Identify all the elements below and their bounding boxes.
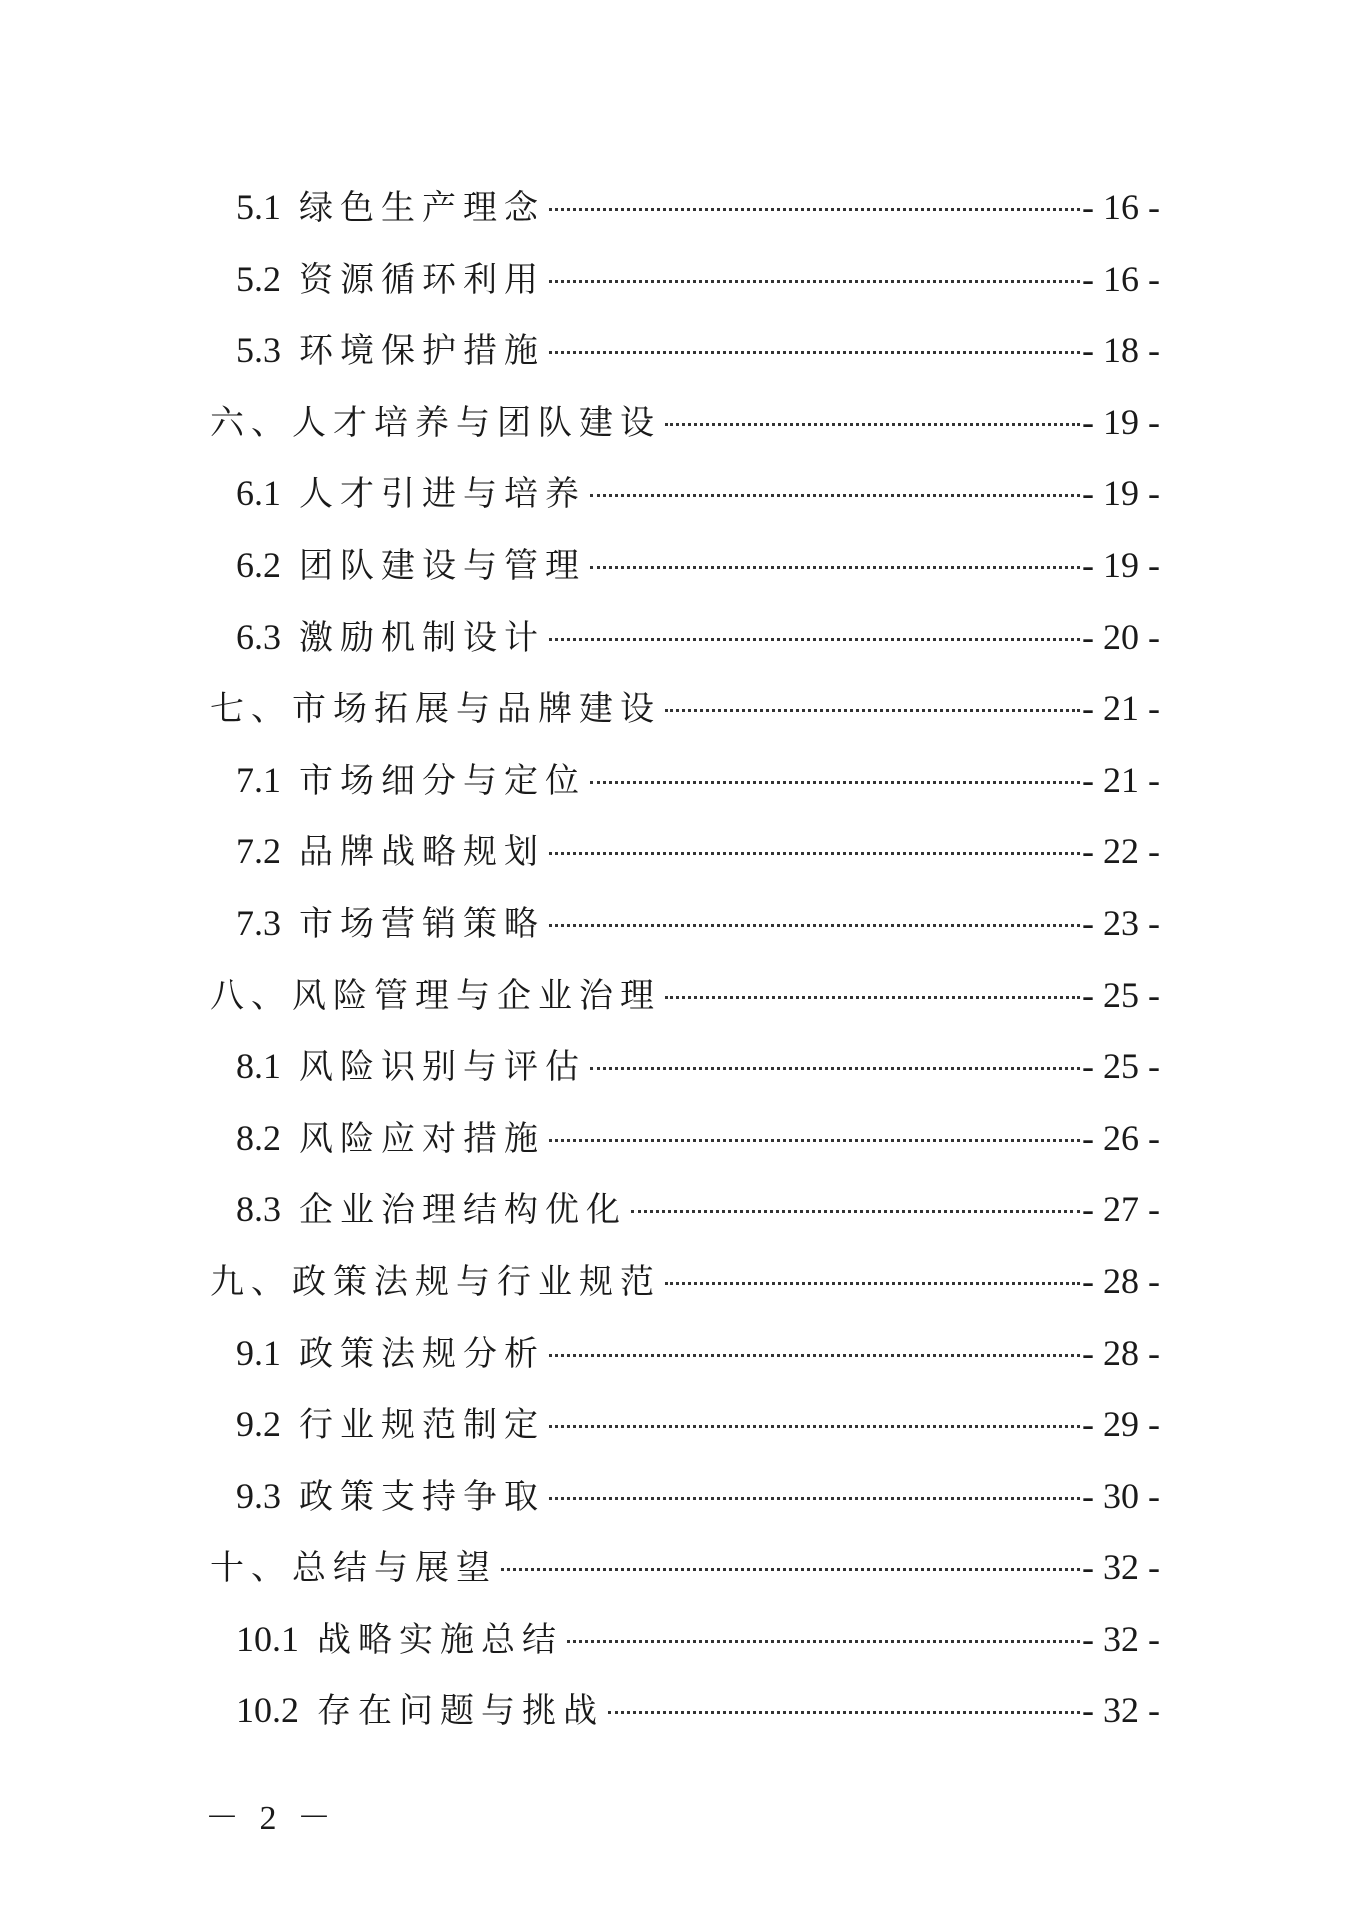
- toc-section-entry[interactable]: [210, 1461, 1160, 1533]
- toc-entry-page-number: - 20 -: [1082, 616, 1160, 657]
- toc-dot-leader: [665, 709, 1080, 712]
- page-footer-number: － 2 －: [205, 1800, 337, 1837]
- toc-section-entry[interactable]: [210, 816, 1160, 888]
- toc-entry-number: 7.1: [236, 759, 281, 800]
- toc-entry-title: 八、风险管理与企业治理: [210, 975, 661, 1016]
- toc-entry-page-number: - 25 -: [1082, 974, 1160, 1015]
- toc-entry-page-number: - 32 -: [1082, 1547, 1160, 1588]
- toc-entry-title: 绿色生产理念: [299, 188, 545, 228]
- toc-section-entry[interactable]: [210, 172, 1160, 244]
- toc-entry-number: 6.3: [236, 616, 281, 657]
- toc-dot-leader: [631, 1210, 1080, 1213]
- toc-dot-leader: [590, 781, 1080, 784]
- toc-entry-number: 6.1: [236, 473, 281, 514]
- toc-dot-leader: [549, 852, 1080, 855]
- toc-entry-page-number: - 19 -: [1082, 544, 1160, 585]
- toc-dot-leader: [549, 638, 1080, 641]
- toc-entry-page-number: - 21 -: [1082, 688, 1160, 729]
- toc-entry-title: 政策法规分析: [299, 1333, 545, 1374]
- toc-entry-number: 8.2: [236, 1117, 281, 1158]
- toc-section-entry[interactable]: [210, 530, 1160, 602]
- toc-entry-title: 人才引进与培养: [299, 474, 586, 515]
- toc-section-entry[interactable]: [210, 1604, 1160, 1676]
- toc-dot-leader: [549, 1139, 1080, 1142]
- toc-section-entry[interactable]: [210, 745, 1160, 817]
- toc-entry-page-number: - 21 -: [1082, 759, 1160, 800]
- toc-entry-number: 9.2: [236, 1404, 281, 1445]
- toc-entry-page-number: - 27 -: [1082, 1189, 1160, 1230]
- toc-chapter-entry[interactable]: [210, 387, 1160, 459]
- toc-entry-title: 六、人才培养与团队建设: [210, 402, 661, 443]
- toc-dot-leader: [549, 1425, 1080, 1428]
- toc-chapter-entry[interactable]: [210, 1532, 1160, 1604]
- toc-entry-page-number: - 18 -: [1082, 330, 1160, 371]
- toc-dot-leader: [665, 996, 1080, 999]
- toc-entry-number: 8.3: [236, 1189, 281, 1230]
- toc-entry-number: 5.1: [236, 187, 281, 227]
- toc-entry-page-number: - 16 -: [1082, 187, 1160, 227]
- toc-section-entry[interactable]: [210, 1031, 1160, 1103]
- toc-chapter-entry[interactable]: [210, 673, 1160, 745]
- toc-dot-leader: [549, 1497, 1080, 1500]
- toc-dot-leader: [665, 423, 1080, 426]
- toc-entry-number: 9.3: [236, 1475, 281, 1516]
- toc-entry-title: 风险识别与评估: [299, 1047, 586, 1088]
- toc-entry-title: 战略实施总结: [317, 1619, 563, 1660]
- toc-section-entry[interactable]: [210, 888, 1160, 960]
- toc-entry-page-number: - 25 -: [1082, 1046, 1160, 1087]
- toc-entry-page-number: - 22 -: [1082, 831, 1160, 872]
- toc-entry-page-number: - 28 -: [1082, 1260, 1160, 1301]
- toc-entry-page-number: - 32 -: [1082, 1618, 1160, 1659]
- toc-entry-title: 风险应对措施: [299, 1118, 545, 1159]
- toc-entry-number: 10.1: [236, 1618, 299, 1659]
- toc-chapter-entry[interactable]: [210, 1246, 1160, 1318]
- toc-dot-leader: [567, 1640, 1080, 1643]
- toc-dot-leader: [549, 351, 1080, 354]
- toc-entry-page-number: - 29 -: [1082, 1404, 1160, 1445]
- toc-entry-page-number: - 23 -: [1082, 902, 1160, 943]
- toc-entry-title: 存在问题与挑战: [317, 1691, 604, 1732]
- toc-entry-page-number: - 26 -: [1082, 1117, 1160, 1158]
- toc-section-entry[interactable]: [210, 244, 1160, 316]
- toc-entry-number: 7.2: [236, 831, 281, 872]
- toc-dot-leader: [590, 566, 1080, 569]
- toc-entry-title: 七、市场拓展与品牌建设: [210, 689, 661, 730]
- toc-entry-title: 市场营销策略: [299, 903, 545, 944]
- toc-dot-leader: [590, 1067, 1080, 1070]
- toc-entry-title: 市场细分与定位: [299, 760, 586, 801]
- toc-section-entry[interactable]: [210, 315, 1160, 387]
- toc-section-entry[interactable]: [210, 458, 1160, 530]
- toc-entry-number: 8.1: [236, 1046, 281, 1087]
- toc-entry-title: 团队建设与管理: [299, 545, 586, 586]
- toc-entry-number: 5.3: [236, 330, 281, 371]
- toc-entry-title: 环境保护措施: [299, 331, 545, 372]
- toc-entry-page-number: - 28 -: [1082, 1332, 1160, 1373]
- toc-entry-title: 资源循环利用: [299, 259, 545, 300]
- toc-entry-number: 6.2: [236, 544, 281, 585]
- toc-chapter-entry[interactable]: [210, 960, 1160, 1032]
- toc-entry-number: 7.3: [236, 902, 281, 943]
- toc-entry-title: 行业规范制定: [299, 1405, 545, 1446]
- toc-dot-leader: [590, 494, 1080, 497]
- toc-dot-leader: [608, 1711, 1080, 1714]
- toc-entry-title: 企业治理结构优化: [299, 1190, 627, 1231]
- toc-dot-leader: [549, 208, 1080, 211]
- toc-entry-page-number: - 32 -: [1082, 1690, 1160, 1731]
- toc-entry-title: 品牌战略规划: [299, 832, 545, 873]
- toc-entry-title: 政策支持争取: [299, 1476, 545, 1517]
- table-of-contents: [210, 172, 1160, 1747]
- toc-section-entry[interactable]: [210, 602, 1160, 674]
- toc-dot-leader: [549, 1354, 1080, 1357]
- toc-entry-page-number: - 30 -: [1082, 1475, 1160, 1516]
- toc-dot-leader: [501, 1568, 1080, 1571]
- toc-section-entry[interactable]: [210, 1675, 1160, 1747]
- toc-entry-number: 10.2: [236, 1690, 299, 1731]
- toc-entry-page-number: - 16 -: [1082, 258, 1160, 299]
- toc-dot-leader: [549, 280, 1080, 283]
- toc-entry-number: 5.2: [236, 258, 281, 299]
- toc-entry-title: 九、政策法规与行业规范: [210, 1261, 661, 1302]
- toc-entry-page-number: - 19 -: [1082, 401, 1160, 442]
- toc-dot-leader: [549, 924, 1080, 927]
- toc-section-entry[interactable]: [210, 1103, 1160, 1175]
- toc-section-entry[interactable]: [210, 1318, 1160, 1390]
- toc-entry-page-number: - 19 -: [1082, 473, 1160, 514]
- toc-entry-title: 激励机制设计: [299, 617, 545, 658]
- toc-section-entry[interactable]: [210, 1174, 1160, 1246]
- toc-entry-number: 9.1: [236, 1332, 281, 1373]
- toc-entry-title: 十、总结与展望: [210, 1548, 497, 1589]
- toc-section-entry[interactable]: [210, 1389, 1160, 1461]
- toc-dot-leader: [665, 1282, 1080, 1285]
